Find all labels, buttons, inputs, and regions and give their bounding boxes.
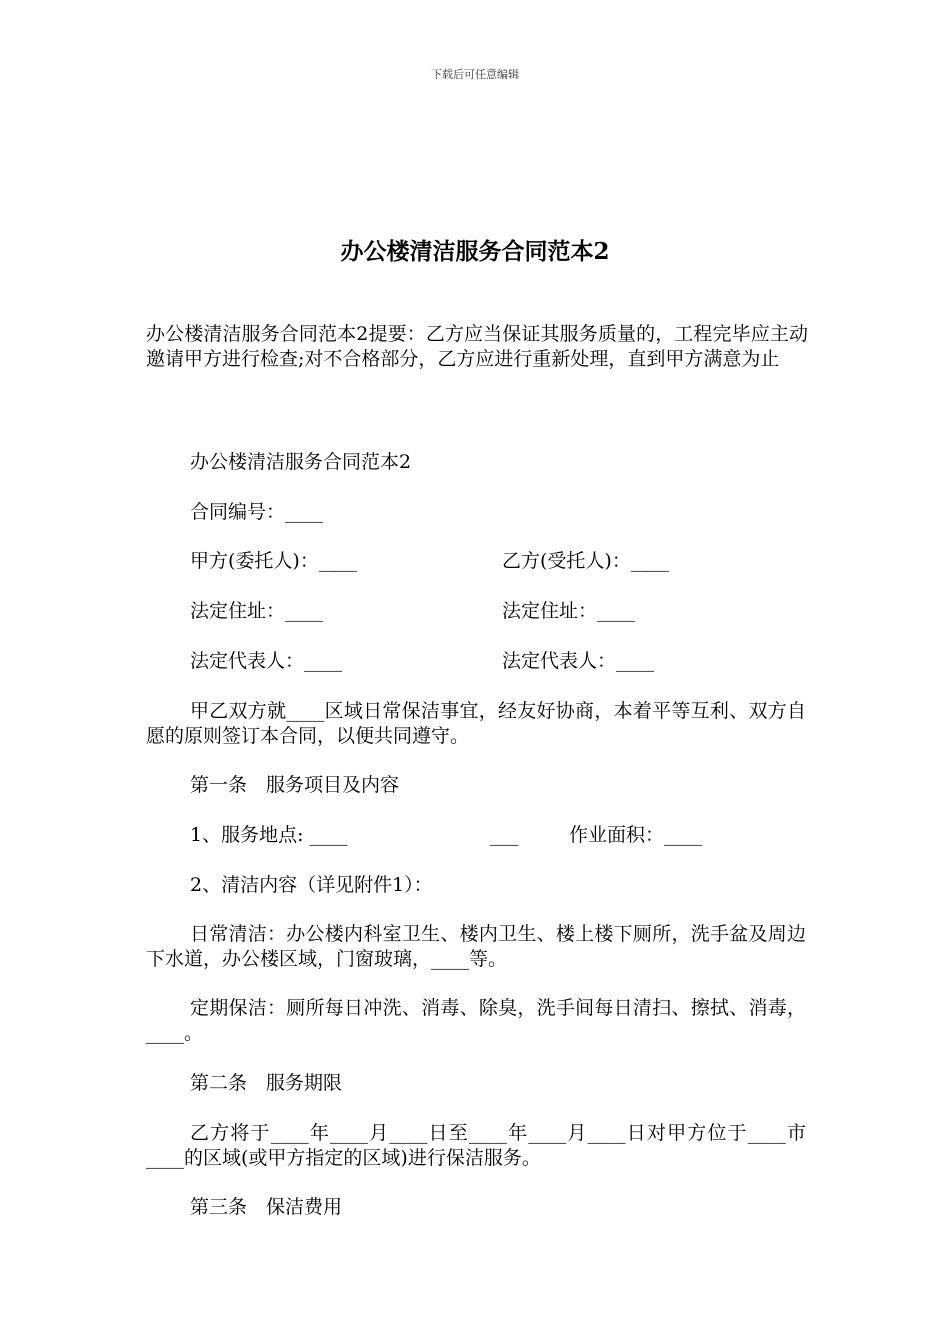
service-location-field: 1、服务地点: ____ (190, 824, 348, 846)
party-b-representative-field: 法定代表人：____ (502, 650, 655, 672)
article-1-heading: 第一条 服务项目及内容 (190, 774, 400, 796)
party-b-field: 乙方(受托人)：____ (502, 550, 669, 572)
cleaning-content-heading: 2、清洁内容（详见附件1）： (190, 874, 433, 896)
service-location-blank: ___ (490, 824, 519, 846)
party-a-field: 甲方(委托人)：____ (190, 550, 357, 572)
summary-paragraph: 办公楼清洁服务合同范本2提要：乙方应当保证其服务质量的，工程完毕应主动邀请甲方进行检查;对不合格部分，乙方应进行重新处理，直到甲方满意为止 (146, 323, 808, 370)
party-b-address-field: 法定住址：____ (502, 600, 636, 622)
service-term-paragraph: 乙方将于____年____月____日至____年____月____日对甲方位于____市____的区域(或甲方指定的区域)进行保洁服务。 (146, 1122, 806, 1169)
periodic-cleaning-paragraph: 定期保洁：厕所每日冲洗、消毒、除臭，洗手间每日清扫、擦拭、消毒，____。 (146, 997, 806, 1044)
party-a-address-field: 法定住址：____ (190, 600, 324, 622)
page-header-note: 下载后可任意编辑 (431, 68, 519, 81)
contract-subtitle: 办公楼清洁服务合同范本2 (190, 451, 412, 473)
contract-number-field: 合同编号：____ (190, 501, 324, 523)
daily-cleaning-paragraph: 日常清洁：办公楼内科室卫生、楼内卫生、楼上楼下厕所，洗手盆及周边下水道，办公楼区域，门窗玻璃，____等。 (146, 923, 806, 970)
document-title: 办公楼清洁服务合同范本2 (340, 238, 610, 265)
work-area-field: 作业面积：____ (569, 824, 703, 846)
article-2-heading: 第二条 服务期限 (190, 1072, 343, 1094)
party-a-representative-field: 法定代表人：____ (190, 650, 343, 672)
article-3-heading: 第三条 保洁费用 (190, 1196, 343, 1218)
intro-paragraph: 甲乙双方就____区域日常保洁事宜，经友好协商，本着平等互利、双方自愿的原则签订本合同，以便共同遵守。 (146, 700, 806, 747)
